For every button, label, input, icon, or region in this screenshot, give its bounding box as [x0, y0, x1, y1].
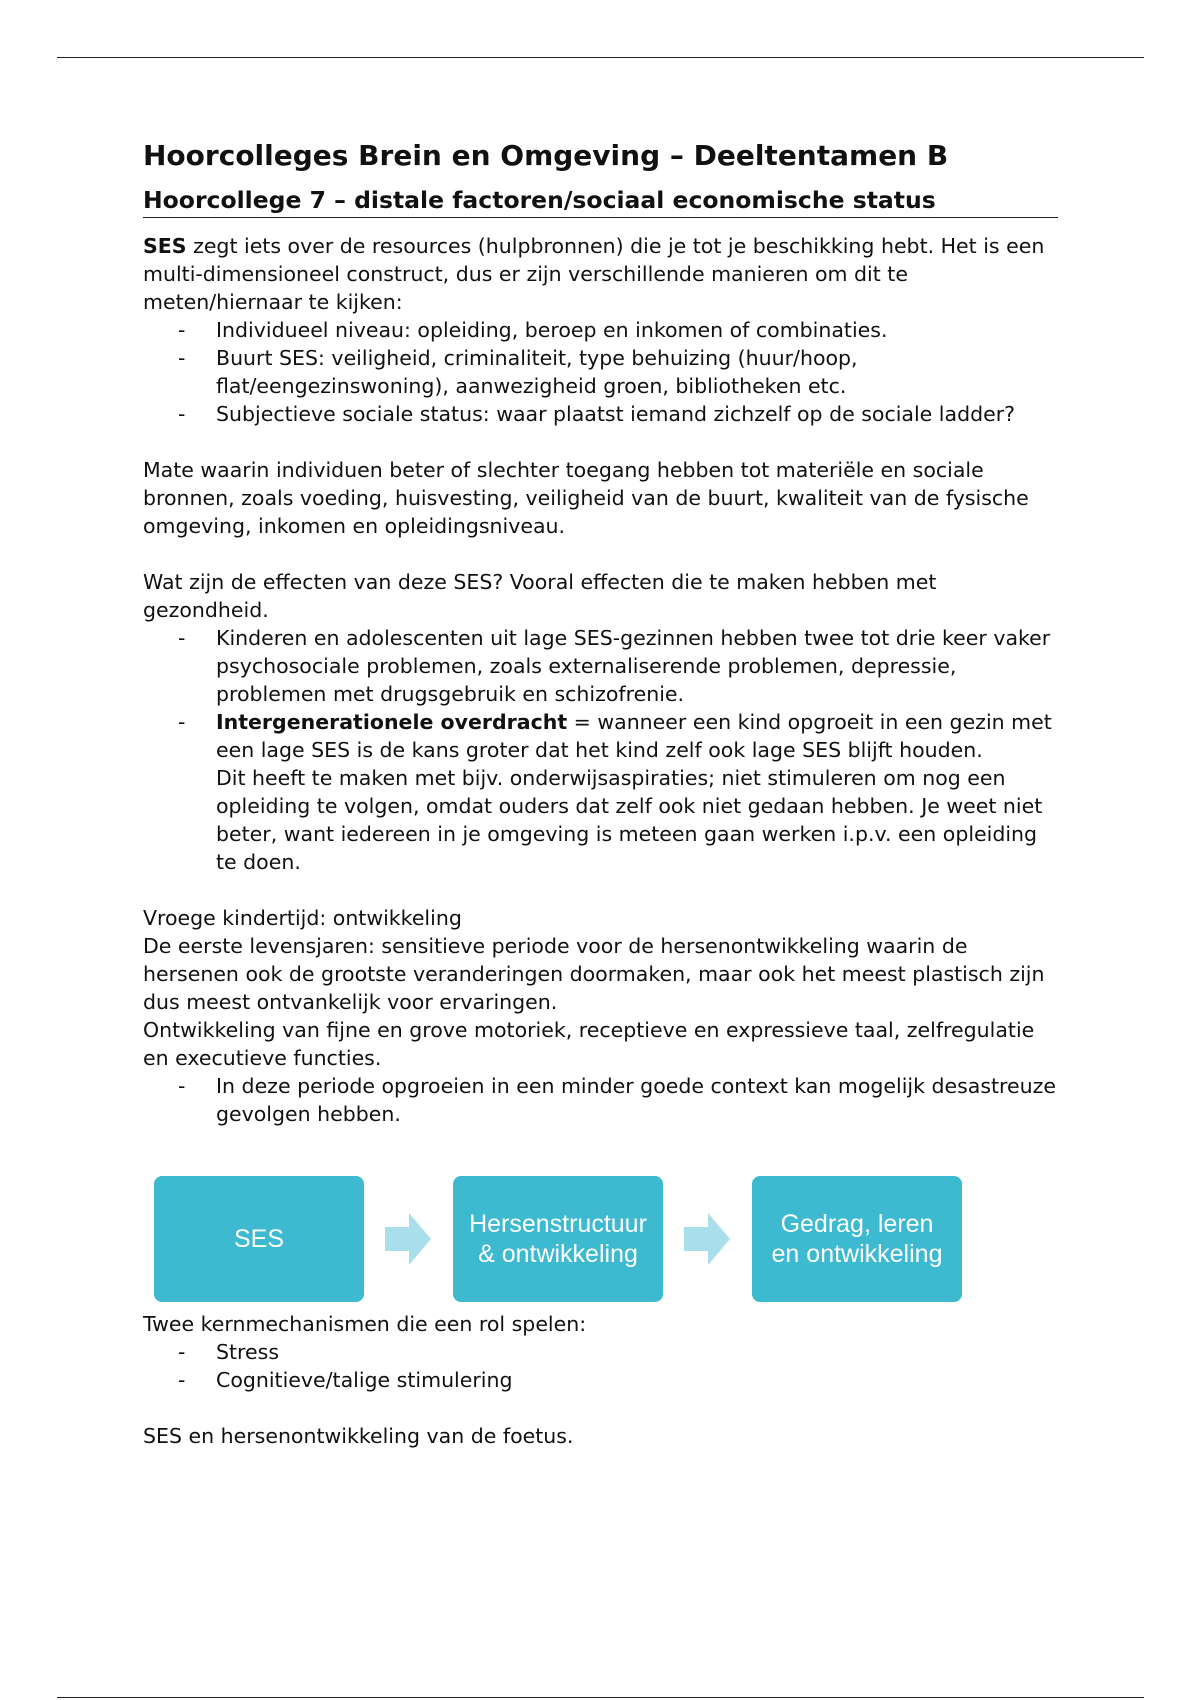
dash-bullet: - [178, 1340, 186, 1364]
document-title: Hoorcolleges Brein en Omgeving – Deeltentamen B [143, 139, 949, 172]
list-item: - Kinderen en adolescenten uit lage SES-gezinnen hebben twee tot drie keer vaker psychosociale problemen, zoals externaliserende problemen, depressie, problemen met drugsgebruik en schizofrenie. [178, 626, 1051, 706]
early-childhood-heading: Vroege kindertijd: ontwikkeling [143, 906, 462, 930]
list-item: - Subjectieve sociale status: waar plaatst iemand zichzelf op de sociale ladder? [178, 402, 1016, 426]
dash-bullet: - [178, 710, 186, 734]
dash-bullet: - [178, 318, 186, 342]
footer-rule [57, 1697, 1144, 1698]
intro-term: SES [143, 234, 187, 258]
dash-bullet: - [178, 1368, 186, 1392]
definition-paragraph: Mate waarin individuen beter of slechter toegang hebben tot materiële en sociale bronnen, zoals voeding, huisvesting, veiligheid van de buurt, kwaliteit van de fysische omgeving, inkomen en opleidingsniveau. [143, 458, 1029, 538]
intro-text: zegt iets over de resources (hulpbronnen) die je tot je beschikking hebt. Het is een multi-dimensioneel construct, dus er zijn verschillende manieren om dit te meten/hiernaar te kijken: [143, 234, 1045, 314]
diagram-box-behavior: Gedrag, leren en ontwikkeling [752, 1176, 962, 1302]
list-item: - In deze periode opgroeien in een minder goede context kan mogelijk desastreuze gevolgen hebben. [178, 1074, 1057, 1126]
ses-dimensions-list [143, 316, 1058, 428]
mechanisms-heading: Twee kernmechanismen die een rol spelen: [143, 1312, 587, 1336]
dash-bullet: - [178, 626, 186, 650]
early-childhood-list [143, 1072, 1058, 1128]
diagram-box-ses: SES [154, 1176, 364, 1302]
diagram-box-brain: Hersenstructuur & ontwikkeling [453, 1176, 663, 1302]
list-item: - Buurt SES: veiligheid, criminaliteit, type behuizing (huur/hoop, flat/eengezinswoning), aanwezigheid groen, bibliotheken etc. [178, 346, 858, 398]
arrow-right-icon [684, 1213, 730, 1265]
ses-flow-diagram [143, 1176, 1058, 1306]
dash-bullet: - [178, 346, 186, 370]
list-item: - Stress [178, 1340, 280, 1364]
header-rule [57, 57, 1144, 58]
list-item: - Cognitieve/talige stimulering [178, 1368, 513, 1392]
intergenerational-explanation: Dit heeft te maken met bijv. onderwijsaspiraties; niet stimuleren om nog een opleiding te volgen, omdat ouders dat zelf ook niet gedaan hebben. Je weet niet beter, want iedereen in je omgeving is meteen gaan werken i.p.v. een opleiding te doen. [216, 766, 1043, 874]
early-childhood-paragraph-2: Ontwikkeling van fijne en grove motoriek, receptieve en expressieve taal, zelfregulatie en executieve functies. [143, 1018, 1035, 1070]
effects-list [143, 624, 1058, 876]
mechanisms-list [143, 1338, 1058, 1394]
list-item: - Individueel niveau: opleiding, beroep en inkomen of combinaties. [178, 318, 888, 342]
document-page [143, 138, 1058, 1450]
closing-paragraph: SES en hersenontwikkeling van de foetus. [143, 1424, 574, 1448]
list-item: - Intergenerationele overdracht = wanneer een kind opgroeit in een gezin met een lage SES is de kans groter dat het kind zelf ook lage SES blijft houden. Dit heeft te maken met bijv. onderwijsaspiraties; niet stimuleren om nog een opleiding te volgen, omdat ouders dat zelf ook niet gedaan hebben. Je weet niet beter, want iedereen in je omgeving is meteen gaan werken i.p.v. een opleiding te doen. [143, 708, 1058, 876]
early-childhood-paragraph-1: De eerste levensjaren: sensitieve periode voor de hersenontwikkeling waarin de hersenen ook de grootste veranderingen doormaken, maar ook het meest plastisch zijn dus meest ontvankelijk voor ervaringen. [143, 934, 1045, 1014]
effects-question: Wat zijn de effecten van deze SES? Vooral effecten die te maken hebben met gezondheid. [143, 570, 937, 622]
intro-paragraph [143, 232, 1058, 316]
dash-bullet: - [178, 402, 186, 426]
arrow-right-icon [385, 1213, 431, 1265]
intergenerational-term: Intergenerationele overdracht [216, 710, 568, 734]
lecture-heading: Hoorcollege 7 – distale factoren/sociaal economische status [143, 184, 1058, 218]
dash-bullet: - [178, 1074, 186, 1098]
